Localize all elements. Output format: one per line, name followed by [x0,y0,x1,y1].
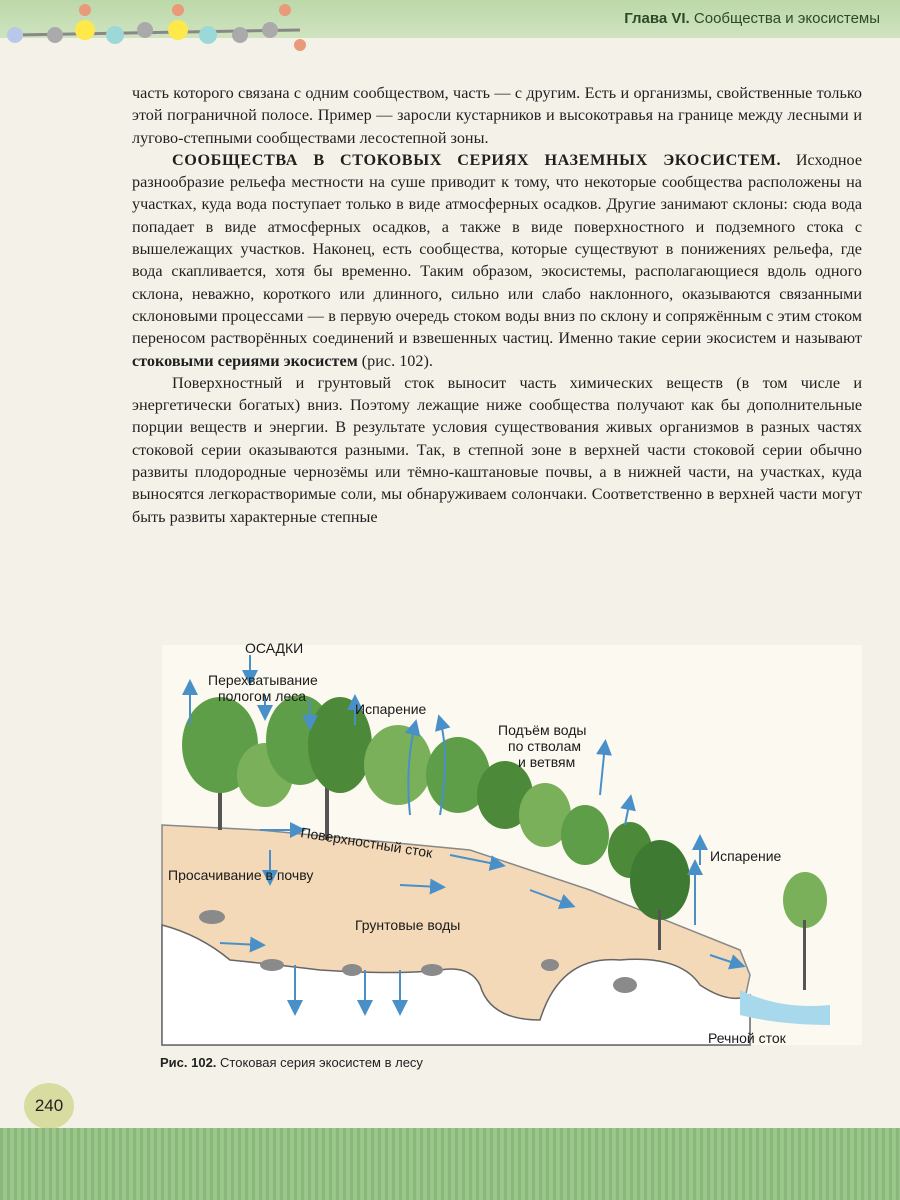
footer-band [0,1128,900,1200]
label-water-rise-3: и ветвям [518,754,576,770]
stone [342,964,362,976]
page-number: 240 [24,1083,74,1129]
label-water-rise-2: по стволам [508,738,582,754]
label-interception-1: Перехватывание [208,672,318,688]
paragraph-2-end: (рис. 102). [357,351,433,370]
label-soil-seepage: Просачивание в почву [168,867,314,883]
chapter-number: Глава VI. [624,10,690,27]
chapter-title [624,10,880,27]
paragraph-2 [132,149,862,372]
label-river-runoff: Речной сток [708,1030,786,1046]
stone [541,959,559,971]
stone [199,910,225,924]
chapter-name: Сообщества и экосистемы [693,10,880,27]
label-interception-2: пологом леса [218,688,307,704]
caption-label: Рис. 102. [160,1055,217,1070]
stone [613,977,637,993]
runoff-series-diagram [140,625,880,1055]
label-water-rise-1: Подъём воды [498,722,587,738]
caption-text: Стоковая серия экосистем в лесу [220,1055,423,1070]
molecule-decoration-icon [0,0,320,60]
body-text [132,82,862,528]
figure-caption [160,1055,423,1070]
label-groundwater: Грунтовые воды [355,917,461,933]
stone [260,959,284,971]
paragraph-3: Поверхностный и грунтовый сток выносит часть химических веществ (в том числе и энергетически богатых) вниз. Поэтому лежащие ниже сообщества получают как бы дополнительные порции веществ и энергии. В результате условия существования живых организмов в разных частях стоковой серии оказываются разными. Так, в степной зоне в верхней части стоковой серии обычно развиты плодородные чернозёмы или тёмно-каштановые почвы, а в нижней части, на участках, куда выносятся легкорастворимые соли, мы обнаруживаем солончаки. Соответственно в верхней части могут быть развиты характерные степные [132,373,862,526]
label-surface-runoff: Поверхностный сток [299,824,434,861]
key-term: стоковыми сериями экосистем [132,351,358,370]
paragraph-2-text: Исходное разнообразие рельефа местности на суше приводит к тому, что некоторые сообщества расположены на участках, куда вода поступает только в виде атмосферных осадков. Другие занимают склоны: сюда вода попадает в виде атмосферных осадков, а также в виде поверхностного и подземного стока с вышележащих участков. Наконец, есть сообщества, которые существуют в понижениях рельефа, где вода скапливается, хотя бы временно. Таким образом, экосистемы, располагающиеся вдоль одного склона, неважно, короткого или длинного, сильно или слабо наклонного, оказываются связанными склоновыми процессами — в первую очередь стоком воды вниз по склону и сопряжённым с этим стоком переносом растворённых соединений и взвешенных частиц. Именно такие серии экосистем и называют [132,150,863,348]
section-heading: СООБЩЕСТВА В СТОКОВЫХ СЕРИЯХ НАЗЕМНЫХ ЭКОСИСТЕМ. [172,150,782,169]
label-evaporation-1: Испарение [355,701,427,717]
stone [421,964,443,976]
label-precipitation: ОСАДКИ [245,640,304,656]
paragraph-1: часть которого связана с одним сообществом, часть — с другим. Есть и организмы, свойственные только этой пограничной полосе. Пример — заросли кустарников и высокотравья на границе между лесными и лугово-степными сообществами лесостепной зоны. [132,84,862,147]
label-evaporation-2: Испарение [710,848,782,864]
